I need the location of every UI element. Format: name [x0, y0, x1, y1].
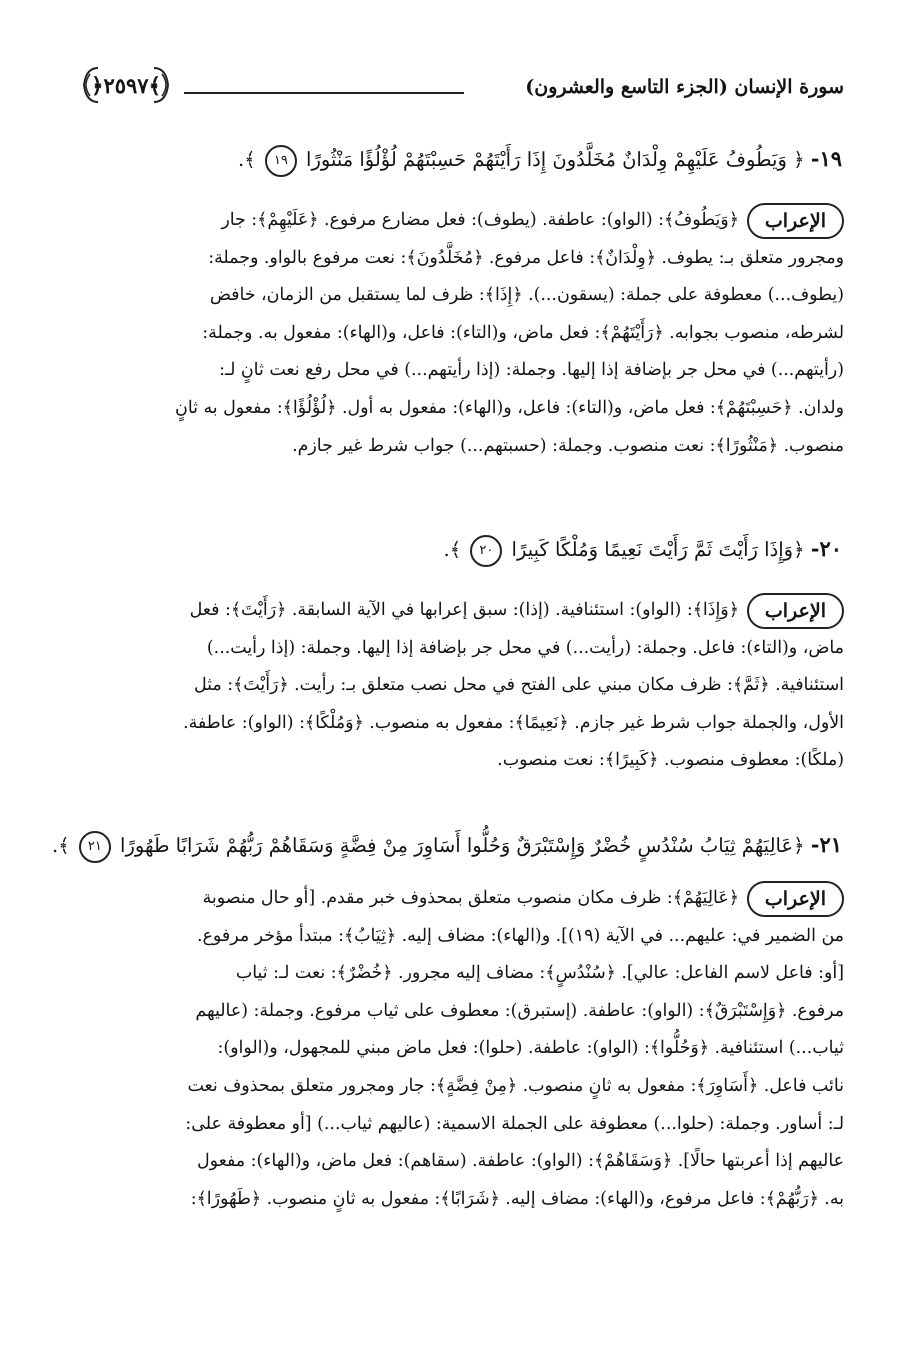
irab-line: مرفوع. ﴿وَإِسْتَبْرَقٌ﴾: (الواو): عاطفة. (إستبرق): معطوف على ثياب مرفوع. وجملة: (عاليهم	[195, 1000, 844, 1021]
page-header	[80, 64, 844, 112]
irab-block-19	[78, 202, 844, 465]
irab-line: ومجرور متعلق بـ: يطوف. ﴿وِلْدَانٌ﴾: فاعل مرفوع. ﴿مُخَلَّدُونَ﴾: نعت مرفوع بالواو. وجملة:	[208, 247, 844, 268]
irab-block-20	[78, 592, 844, 780]
verse-text: ﴿ وَيَطُوفُ عَلَيْهِمْ وِلْدَانٌ مُخَلَّدُونَ إِذَا رَأَيْتَهُمْ حَسِبْتَهُمْ لُؤْلُؤًا مَنْثُورًا	[306, 148, 805, 171]
irab-line: نائب فاعل. ﴿أَسَاوِرَ﴾: مفعول به ثانٍ منصوب. ﴿مِنْ فِضَّةٍ﴾: جار ومجرور متعلق بمحذوف نعت	[187, 1075, 844, 1096]
irab-line: [أو: فاعل لاسم الفاعل: عالي]. ﴿سُنْدُسٍ﴾: مضاف إليه مجرور. ﴿خُضْرٌ﴾: نعت لـ: ثياب	[235, 963, 844, 984]
irab-badge: الإعراب	[747, 881, 844, 917]
verse-19	[84, 144, 842, 177]
header-rule	[184, 92, 464, 94]
page-number	[80, 64, 172, 106]
irab-badge: الإعراب	[747, 203, 844, 239]
page-number-text: ﴿٢٥٩٧﴾	[91, 72, 161, 98]
irab-line: ماض، و(التاء): فاعل. وجملة: (رأيت...) في محل جر بإضافة إذا إليها. وجملة: (إذا رأيت...)	[206, 637, 844, 658]
verse-number: ١٩-	[810, 146, 842, 171]
irab-line: من الضمير في: عليهم... في الآية (١٩)]. و(الهاء): مضاف إليه. ﴿ثِيَابُ﴾: مبتدأ مؤخر مرفوع.	[197, 925, 844, 946]
verse-end: ﴾.	[238, 148, 256, 171]
irab-line: به. ﴿رَبُّهُمْ﴾: فاعل مرفوع، و(الهاء): مضاف إليه. ﴿شَرَابًا﴾: مفعول به ثانٍ منصوب. ﴿طَهُورًا﴾:	[190, 1188, 844, 1209]
verse-21	[52, 830, 842, 863]
ayah-marker-icon: ١٩	[265, 145, 297, 177]
irab-line: (ملكًا): معطوف منصوب. ﴿كَبِيرًا﴾: نعت منصوب.	[497, 750, 844, 771]
irab-line: ﴿وَإِذَا﴾: (الواو): استئنافية. (إذا): سبق إعرابها في الآية السابقة. ﴿رَأَيْتَ﴾: فعل	[189, 600, 739, 620]
irab-line: ولدان. ﴿حَسِبْتَهُمْ﴾: فعل ماض، و(التاء): فاعل، و(الهاء): مفعول به أول. ﴿لُؤْلُؤًا﴾: مفعول به ثانٍ	[175, 397, 844, 418]
verse-text: ﴿وَإِذَا رَأَيْتَ ثَمَّ رَأَيْتَ نَعِيمًا وَمُلْكًا كَبِيرًا	[511, 538, 805, 561]
ayah-marker-icon: ٢١	[79, 831, 111, 863]
running-title: سورة الإنسان (الجزء التاسع والعشرون)	[525, 76, 844, 98]
irab-line: استئنافية. ﴿ثَمَّ﴾: ظرف مكان مبني على الفتح في محل نصب متعلق بـ: رأيت. ﴿رَأَيْتَ﴾: مثل	[193, 675, 844, 696]
irab-line: لشرطه، منصوب بجوابه. ﴿رَأَيْتَهُمْ﴾: فعل ماض، و(التاء): فاعل، و(الهاء): مفعول به. وجملة:	[202, 322, 844, 343]
irab-line: ثياب...) استئنافية. ﴿وَحُلُّوا﴾: (الواو): عاطفة. (حلوا): فعل ماض مبني للمجهول، و(الواو):	[217, 1038, 844, 1059]
irab-line: الأول، والجملة جواب شرط غير جازم. ﴿نَعِيمًا﴾: مفعول به منصوب. ﴿وَمُلْكًا﴾: (الواو): عاطفة.	[183, 712, 844, 733]
irab-line: لـ: أساور. وجملة: (حلوا...) معطوفة على الجملة الاسمية: (عاليهم ثياب...) [أو معطوفة على:	[185, 1113, 844, 1134]
irab-block-21	[78, 880, 844, 1218]
irab-line: (يطوف...) معطوفة على جملة: (يسقون...). ﴿إِذَا﴾: ظرف لما يستقبل من الزمان، خافض	[209, 285, 844, 306]
verse-end: ﴾.	[443, 538, 462, 561]
irab-line: ﴿عَالِيَهُمْ﴾: ظرف مكان منصوب متعلق بمحذوف خبر مقدم. [أو حال منصوبة	[202, 888, 739, 908]
irab-line: (رأيتهم...) في محل جر بإضافة إذا إليها. وجملة: (إذا رأيتهم...) في محل رفع نعت ثانٍ لـ:	[219, 360, 844, 381]
ayah-marker-icon: ٢٠	[470, 535, 502, 567]
verse-number: ٢١-	[810, 832, 842, 857]
irab-line: ﴿وَيَطُوفُ﴾: (الواو): عاطفة. (يطوف): فعل مضارع مرفوع. ﴿عَلَيْهِمْ﴾: جار	[221, 210, 739, 230]
irab-line: عاليهم إذا أعربتها حالًا]. ﴿وَسَقَاهُمْ﴾: (الواو): عاطفة. (سقاهم): فعل ماض، و(الهاء): مفعول	[196, 1151, 844, 1172]
verse-20	[84, 534, 842, 567]
verse-end: ﴾.	[52, 834, 70, 857]
irab-badge: الإعراب	[747, 593, 844, 629]
verse-number: ٢٠-	[810, 536, 842, 561]
irab-line: منصوب. ﴿مَنْثُورًا﴾: نعت منصوب. وجملة: (حسبتهم...) جواب شرط غير جازم.	[292, 435, 844, 456]
verse-text: ﴿عَالِيَهُمْ ثِيَابُ سُنْدُسٍ خُضْرٌ وَإِسْتَبْرَقٌ وَحُلُّوا أَسَاوِرَ مِنْ فِضَّةٍ وَسَقَاهُمْ رَبُّهُمْ شَرَابًا طَهُورًا	[120, 834, 805, 857]
